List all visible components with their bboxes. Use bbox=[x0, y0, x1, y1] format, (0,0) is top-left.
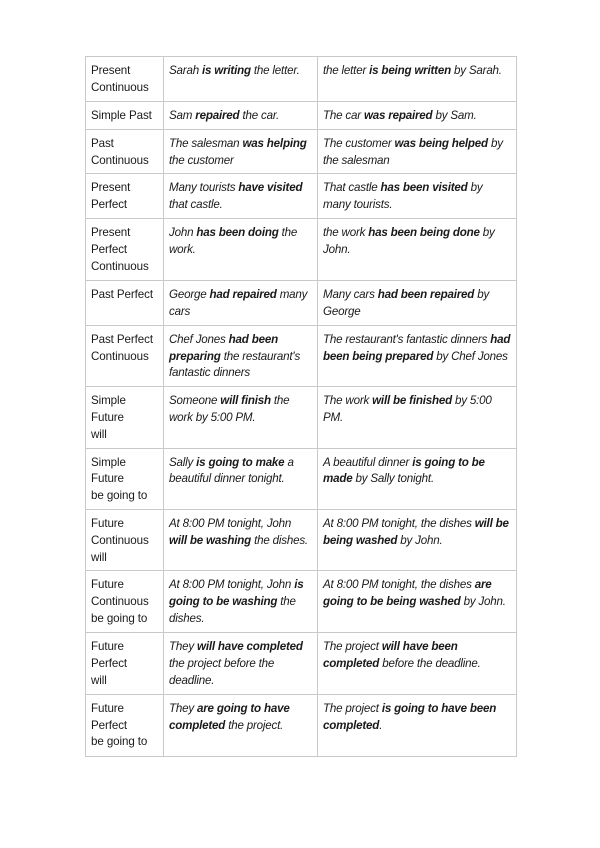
example-text: The restaurant's fantastic dinners bbox=[323, 332, 491, 346]
verb-phrase: had been preparing bbox=[169, 332, 278, 363]
example-text: by Sarah. bbox=[450, 64, 502, 77]
example-text: by 5:00 PM. bbox=[323, 394, 492, 424]
verb-phrase: was repaired bbox=[363, 109, 433, 122]
tense-name-line: Future bbox=[91, 578, 124, 592]
verb-phrase: had been repaired bbox=[377, 287, 475, 301]
active-example-cell bbox=[164, 448, 318, 509]
active-example-cell bbox=[164, 102, 318, 130]
verb-phrase: will be finished bbox=[372, 394, 453, 408]
active-example-cell bbox=[164, 174, 318, 219]
example-text: At 8:00 PM tonight, John bbox=[169, 578, 295, 592]
tense-name-line: Continuous bbox=[91, 80, 149, 94]
tense-name-line: be going to bbox=[91, 489, 148, 503]
active-example-cell bbox=[164, 57, 318, 102]
table-row bbox=[86, 571, 517, 633]
example-text: the work by 5:00 PM. bbox=[169, 394, 290, 424]
verb-phrase: have visited bbox=[238, 181, 303, 195]
verb-phrase: is going to be washing bbox=[169, 578, 304, 609]
example-text: The salesman bbox=[169, 136, 243, 150]
example-text: Many cars bbox=[323, 287, 378, 301]
active-example-cell bbox=[164, 571, 318, 633]
tense-name-cell bbox=[86, 571, 164, 633]
table-row bbox=[86, 174, 517, 219]
tense-table-body bbox=[86, 57, 517, 757]
tense-name-line: Perfect bbox=[91, 657, 128, 671]
table-row bbox=[86, 219, 517, 280]
example-text: a beautiful dinner tonight. bbox=[169, 455, 294, 486]
verb-phrase: will have completed bbox=[197, 640, 303, 654]
example-text: Sarah bbox=[169, 64, 202, 77]
table-row bbox=[86, 102, 517, 130]
tense-name-line: Continuous bbox=[91, 259, 149, 273]
example-text: Many tourists bbox=[169, 181, 239, 195]
active-example-cell bbox=[164, 509, 318, 570]
table-row bbox=[86, 387, 517, 448]
example-text: before the deadline. bbox=[379, 657, 481, 671]
tense-name-cell bbox=[86, 448, 164, 509]
verb-phrase: are going to have completed bbox=[169, 701, 290, 732]
example-text: the customer bbox=[169, 153, 234, 167]
example-text: by John. bbox=[397, 533, 443, 547]
example-text: The work bbox=[323, 394, 373, 408]
verb-phrase: repaired bbox=[195, 109, 240, 122]
verb-phrase: are going to be being washed bbox=[323, 578, 492, 609]
verb-phrase: will finish bbox=[220, 394, 271, 408]
table-row bbox=[86, 633, 517, 694]
example-text: by the salesman bbox=[323, 136, 503, 167]
tense-name-cell bbox=[86, 174, 164, 219]
tense-name-cell bbox=[86, 633, 164, 694]
verb-phrase: is writing bbox=[201, 64, 251, 77]
tense-name-line: Future bbox=[91, 410, 124, 424]
example-text: the restaurant's fantastic dinners bbox=[169, 349, 301, 380]
tense-name-line: Continuous bbox=[91, 349, 149, 363]
passive-example-cell bbox=[318, 219, 517, 280]
tense-name-line: Simple Past bbox=[91, 109, 152, 122]
passive-example-cell bbox=[318, 571, 517, 633]
verb-phrase: has been visited bbox=[380, 181, 468, 195]
active-example-cell bbox=[164, 219, 318, 280]
tense-name-line: Present bbox=[91, 226, 131, 240]
verb-phrase: will be being washed bbox=[323, 516, 509, 547]
verb-phrase: has been being done bbox=[368, 226, 480, 240]
tense-name-line: Simple bbox=[91, 455, 126, 469]
tense-name-line: will bbox=[91, 427, 107, 441]
passive-example-cell bbox=[318, 280, 517, 325]
tense-name-line: Continuous bbox=[91, 153, 149, 167]
example-text: by George bbox=[323, 287, 490, 318]
tense-name-line: Past Perfect bbox=[91, 287, 153, 301]
active-example-cell bbox=[164, 694, 318, 756]
verb-phrase: is going to make bbox=[196, 455, 285, 469]
example-text: by Sally tonight. bbox=[352, 472, 434, 486]
example-text: A beautiful dinner bbox=[323, 455, 413, 469]
example-text: the car. bbox=[239, 109, 280, 122]
example-text: Someone bbox=[169, 394, 221, 408]
tense-name-line: Perfect bbox=[91, 718, 128, 732]
tense-name-cell bbox=[86, 280, 164, 325]
table-row bbox=[86, 325, 517, 386]
tense-name-line: be going to bbox=[91, 735, 148, 749]
example-text: John bbox=[169, 226, 197, 240]
example-text: At 8:00 PM tonight, John bbox=[169, 516, 292, 530]
table-row bbox=[86, 448, 517, 509]
active-example-cell bbox=[164, 280, 318, 325]
verb-phrase: was helping bbox=[242, 136, 307, 150]
example-text: many cars bbox=[169, 287, 308, 318]
tense-name-cell bbox=[86, 102, 164, 130]
example-text: They bbox=[169, 640, 197, 654]
example-text: The customer bbox=[323, 136, 395, 150]
tense-table bbox=[85, 56, 517, 757]
tense-name-line: Future bbox=[91, 701, 124, 715]
example-text: the dishes. bbox=[251, 533, 308, 547]
example-text: . bbox=[379, 718, 383, 732]
passive-example-cell bbox=[318, 387, 517, 448]
passive-example-cell bbox=[318, 633, 517, 694]
verb-phrase: is being written bbox=[369, 64, 451, 77]
tense-name-line: Perfect bbox=[91, 198, 128, 212]
example-text: The car bbox=[323, 109, 364, 122]
passive-example-cell bbox=[318, 694, 517, 756]
tense-name-cell bbox=[86, 387, 164, 448]
example-text: the letter. bbox=[250, 64, 300, 77]
tense-name-line: Continuous bbox=[91, 595, 149, 609]
passive-example-cell bbox=[318, 174, 517, 219]
example-text: the project. bbox=[225, 718, 284, 732]
example-text: The project bbox=[323, 640, 382, 654]
example-text: At 8:00 PM tonight, the dishes bbox=[323, 516, 475, 530]
tense-name-cell bbox=[86, 219, 164, 280]
example-text: the project before the deadline. bbox=[169, 657, 275, 687]
example-text: by Sam. bbox=[432, 109, 477, 122]
verb-phrase: will have been completed bbox=[323, 640, 458, 671]
tense-name-line: Past Perfect bbox=[91, 332, 153, 346]
tense-name-line: Simple bbox=[91, 394, 126, 408]
tense-name-line: Future bbox=[91, 640, 124, 654]
example-text: Chef Jones bbox=[169, 332, 229, 346]
passive-example-cell bbox=[318, 129, 517, 174]
tense-name-line: will bbox=[91, 550, 107, 564]
example-text: the dishes. bbox=[169, 595, 296, 625]
verb-phrase: has been doing bbox=[196, 226, 279, 240]
example-text: by John. bbox=[323, 226, 495, 257]
table-row bbox=[86, 129, 517, 174]
verb-phrase: had repaired bbox=[209, 287, 277, 301]
active-example-cell bbox=[164, 633, 318, 694]
tense-name-line: be going to bbox=[91, 611, 148, 625]
example-text: the work. bbox=[169, 226, 298, 257]
tense-name-line: Perfect bbox=[91, 243, 128, 257]
example-text: by John. bbox=[460, 595, 506, 609]
passive-example-cell bbox=[318, 102, 517, 130]
passive-example-cell bbox=[318, 448, 517, 509]
example-text: At 8:00 PM tonight, the dishes bbox=[323, 578, 475, 592]
example-text: the work bbox=[323, 226, 369, 240]
tense-name-cell bbox=[86, 57, 164, 102]
active-example-cell bbox=[164, 129, 318, 174]
example-text: by many tourists. bbox=[323, 181, 483, 212]
table-row bbox=[86, 57, 517, 102]
example-text: That castle bbox=[323, 181, 381, 195]
verb-phrase: is going to have been completed bbox=[323, 701, 497, 732]
passive-example-cell bbox=[318, 509, 517, 570]
example-text: The project bbox=[323, 701, 382, 715]
active-example-cell bbox=[164, 325, 318, 386]
tense-name-line: Continuous bbox=[91, 533, 149, 547]
example-text: George bbox=[169, 287, 210, 301]
example-text: They bbox=[169, 701, 197, 715]
verb-phrase: is going to be made bbox=[323, 455, 485, 486]
verb-phrase: will be washing bbox=[169, 533, 252, 547]
example-text: by Chef Jones bbox=[433, 349, 508, 363]
tense-name-line: Present bbox=[91, 64, 131, 77]
verb-phrase: had been being prepared bbox=[323, 332, 511, 363]
tense-name-cell bbox=[86, 694, 164, 756]
tense-name-line: will bbox=[91, 673, 107, 687]
example-text: that castle. bbox=[169, 198, 223, 212]
passive-example-cell bbox=[318, 325, 517, 386]
example-text: Sam bbox=[169, 109, 196, 122]
tense-name-cell bbox=[86, 325, 164, 386]
active-example-cell bbox=[164, 387, 318, 448]
tense-name-line: Future bbox=[91, 516, 124, 530]
table-row bbox=[86, 694, 517, 756]
example-text: the letter bbox=[323, 64, 370, 77]
table-row bbox=[86, 280, 517, 325]
tense-name-cell bbox=[86, 509, 164, 570]
table-row bbox=[86, 509, 517, 570]
tense-name-cell bbox=[86, 129, 164, 174]
passive-example-cell bbox=[318, 57, 517, 102]
tense-name-line: Present bbox=[91, 181, 131, 195]
verb-phrase: was being helped bbox=[394, 136, 488, 150]
example-text: Sally bbox=[169, 455, 197, 469]
tense-name-line: Past bbox=[91, 136, 114, 150]
tense-name-line: Future bbox=[91, 472, 124, 486]
